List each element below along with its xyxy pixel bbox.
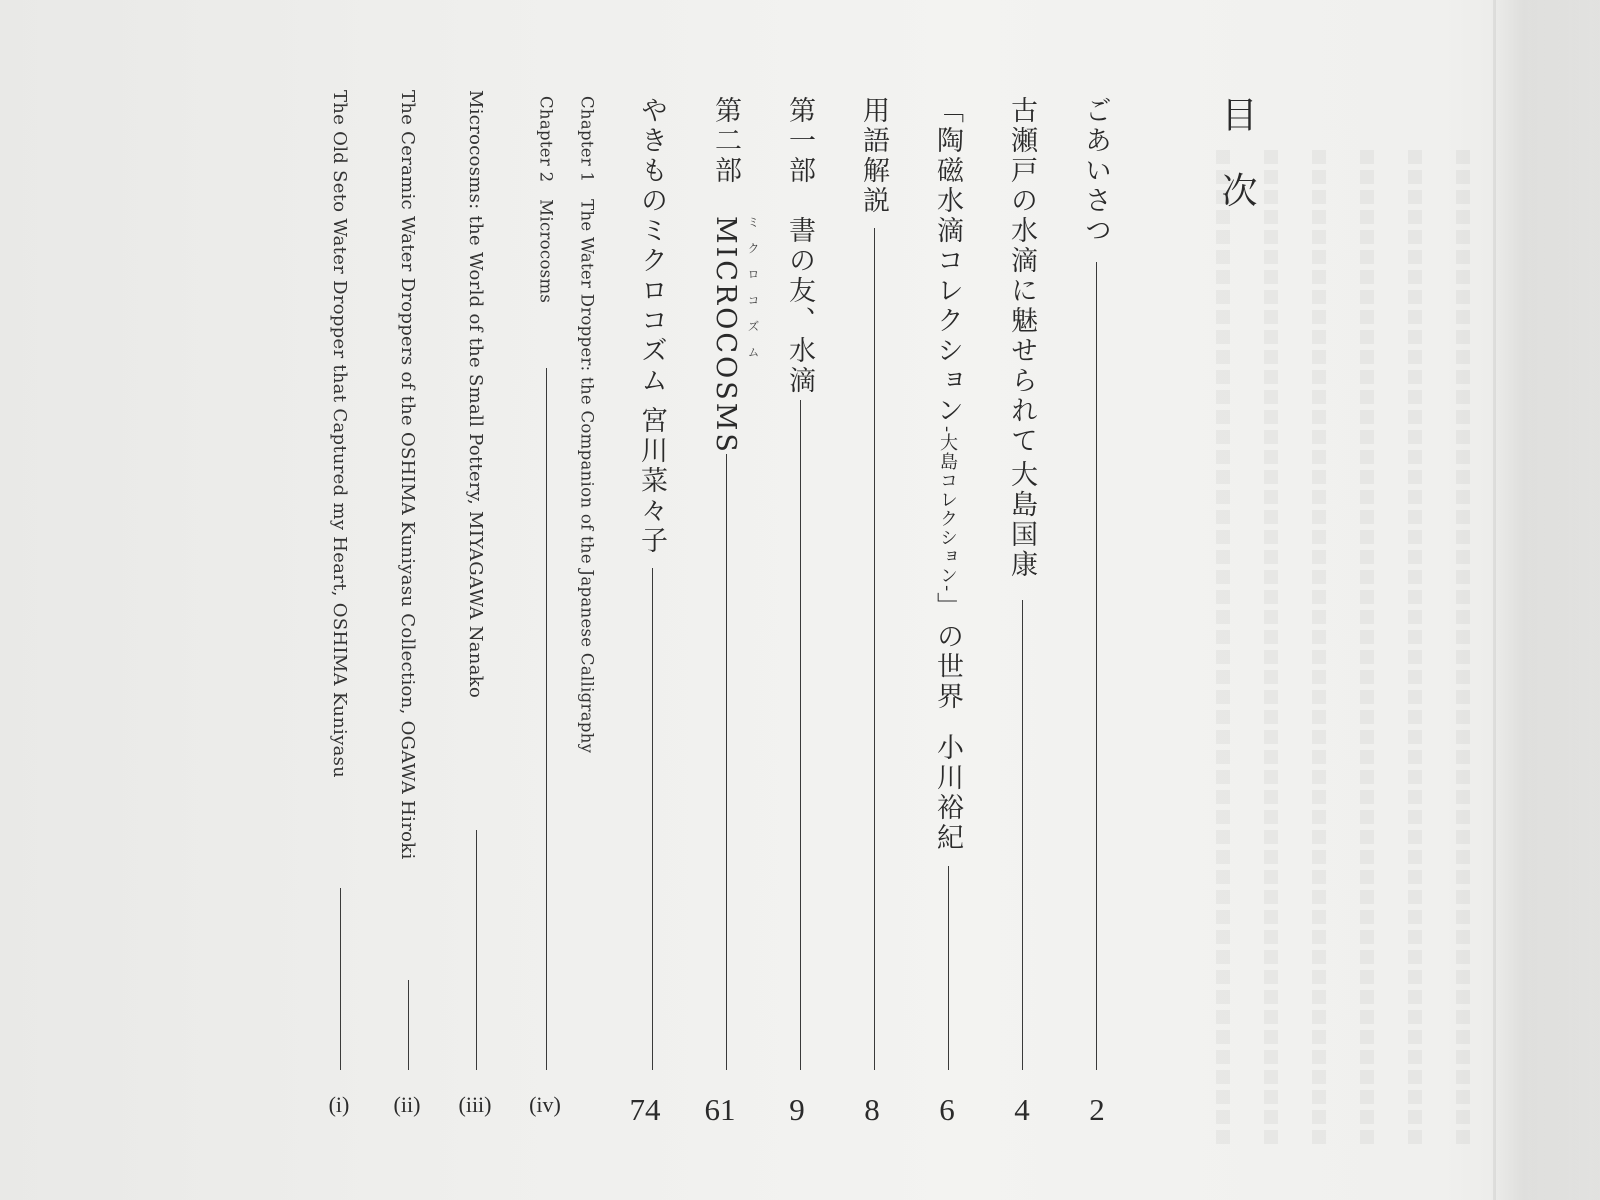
toc-entry-9-page: (iv) — [529, 1092, 561, 1117]
toc-entry-2-page: 4 — [1014, 1092, 1030, 1127]
toc-entry-8-title: Chapter 1 The Water Dropper: the Companion of the Japanese Calligraphy — [577, 96, 597, 754]
toc-entry-3-leader — [948, 866, 949, 1070]
toc-entry-3-subtitle: -大島コレクション- — [937, 426, 958, 593]
toc-entry-5-leader — [800, 400, 801, 1070]
toc-entry-1-page: 2 — [1089, 1092, 1105, 1127]
toc-entry-3-author: 小川裕紀 — [932, 733, 963, 853]
toc-entry-7-leader — [652, 568, 653, 1070]
bleed-through-text — [1210, 150, 1470, 1150]
toc-entry-11-title: The Ceramic Water Droppers of the OSHIMA Kuniyasu Collection, OGAWA Hiroki — [397, 90, 418, 860]
toc-entry-7-author: 宮川菜々子 — [636, 406, 667, 556]
toc-entry-9-title: Chapter 2 Microcosms — [536, 96, 556, 304]
toc-entry-7-page: 74 — [629, 1092, 661, 1127]
toc-entry-6-title: 第二部 MICROCOSMS — [710, 96, 741, 455]
toc-entry-11-leader — [408, 980, 409, 1070]
toc-entry-1-title: ごあいさつ — [1080, 96, 1111, 246]
toc-entry-4-title: 用語解説 — [858, 96, 889, 216]
toc-entry-12-page: (i) — [328, 1092, 350, 1117]
page-curl-shadow — [1490, 0, 1600, 1200]
toc-entry-9-leader — [546, 368, 547, 1070]
toc-entry-4-leader — [874, 228, 875, 1070]
toc-entry-6-page: 61 — [704, 1092, 736, 1127]
toc-entry-10-leader — [476, 830, 477, 1070]
toc-entry-10-title: Microcosms: the World of the Small Pottery, MIYAGAWA Nanako — [465, 90, 486, 699]
toc-entry-2-author: 大島国康 — [1006, 460, 1037, 580]
toc-entry-6-ruby: ミクロコズム — [746, 216, 760, 372]
toc-entry-10-page: (iii) — [458, 1092, 492, 1117]
toc-entry-3-page: 6 — [939, 1092, 955, 1127]
toc-entry-4-page: 8 — [864, 1092, 880, 1127]
toc-entry-2-leader — [1022, 600, 1023, 1070]
toc-entry-2-title: 古瀬戸の水滴に魅せられて — [1006, 96, 1037, 456]
toc-entry-3-title-end: 」の世界 — [932, 592, 963, 713]
toc-entry-12-title: The Old Seto Water Dropper that Captured my Heart, OSHIMA Kuniyasu — [329, 90, 350, 779]
toc-entry-12-leader — [340, 888, 341, 1070]
toc-entry-7-title: やきものミクロコズム — [636, 96, 667, 396]
toc-entry-1-leader — [1096, 262, 1097, 1070]
toc-entry-3-title-main: 「陶磁水滴コレクション — [932, 96, 963, 426]
toc-entry-5-title: 第一部 書の友、水滴 — [784, 96, 815, 396]
toc-entry-3-title — [934, 96, 961, 712]
toc-heading: 目 次 — [1216, 96, 1257, 222]
toc-entry-6-leader — [726, 454, 727, 1070]
toc-entry-11-page: (ii) — [393, 1092, 421, 1117]
book-gutter — [1493, 0, 1496, 1200]
toc-entry-5-page: 9 — [789, 1092, 805, 1127]
